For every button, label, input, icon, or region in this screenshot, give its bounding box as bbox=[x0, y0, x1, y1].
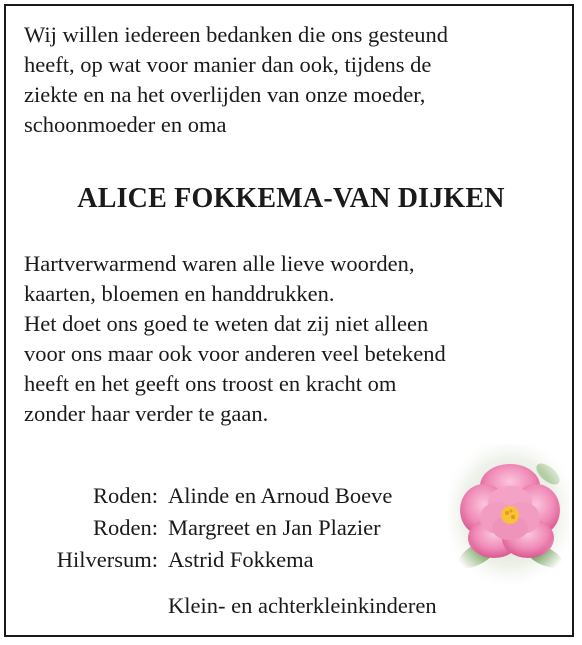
signer-row bbox=[0, 480, 460, 512]
camellia-flower-image bbox=[448, 444, 572, 584]
signer-place: Hilversum: bbox=[56, 547, 158, 572]
signer-row bbox=[0, 544, 460, 576]
message-text: Hartverwarmend waren alle lieve woorden, kaarten, bloemen en handdrukken. Het doet ons goed te weten dat zij niet alleen voor ons maar ook voor anderen veel betekend heeft en het geeft ons troost en kracht om zonder haar verder te gaan. bbox=[24, 251, 446, 426]
deceased-name: ALICE FOKKEMA-VAN DIJKEN bbox=[77, 183, 505, 214]
signer-names: Alinde en Arnoud Boeve bbox=[168, 483, 393, 508]
signers-list bbox=[0, 480, 460, 576]
signer-names: Astrid Fokkema bbox=[168, 547, 314, 572]
signer-names: Margreet en Jan Plazier bbox=[168, 515, 381, 540]
intro-text: Wij willen iedereen bedanken die ons gesteund heeft, op wat voor manier dan ook, tijdens de ziekte en na het overlijden van onze moeder, schoonmoeder en oma bbox=[24, 22, 448, 137]
grandchildren-signature: Klein- en achterkleinkinderen bbox=[168, 593, 437, 618]
signer-place: Roden: bbox=[93, 515, 158, 540]
signer-row bbox=[0, 512, 460, 544]
signer-place: Roden: bbox=[93, 483, 158, 508]
